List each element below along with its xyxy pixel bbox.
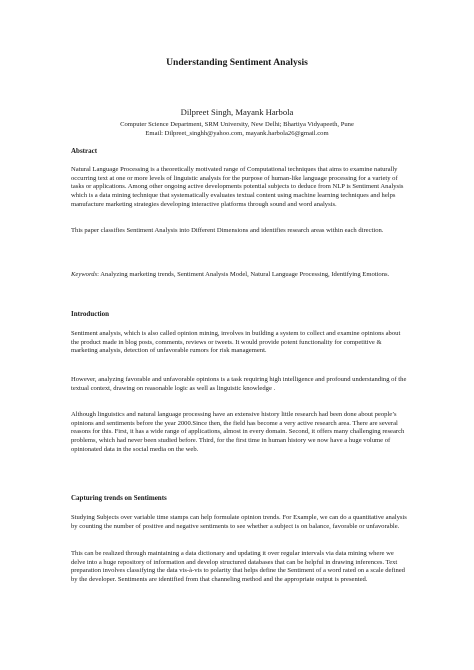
keywords-paragraph — [71, 271, 407, 280]
keywords-text: : Analyzing marketing trends, Sentiment Analysis Model, Natural Language Processing, Identifying Emotions. — [97, 271, 390, 278]
trends-paragraph: Studying Subjects over variable time stamps can help formulate opinion trends. For Example, we can do a quantitative analysis by counting the number of positive and negative sentiments to see whether a subject is on balance, favorable or unfavorable. — [71, 514, 407, 530]
author-affiliation: Computer Science Department, SRM University, New Delhi; Bhartiya Vidyapeeth, Pune — [120, 121, 354, 128]
introduction-heading: Introduction — [71, 310, 109, 318]
author-email: Email: Dilpreet_singhh@yahoo.com, mayank.harbola26@gmail.com — [145, 130, 329, 137]
trends-paragraph: This can be realized through maintaining a data dictionary and updating it over regular intervals via data mining where we delve into a huge repository of information and develop structured databases that can be helpful in drawing inferences. Text preparation involves classifying the data vis-à-vis to polarity that helps define the Sentiment of a word rated on a scale defined by the developer. Sentiments are identified from that channeling method and the appropriate output is presented. — [71, 550, 405, 584]
introduction-paragraph: However, analyzing favorable and unfavorable opinions is a task requiring high intelligence and profound understanding of the textual context, drawing on reasonable logic as well as linguistic knowledge . — [71, 376, 407, 392]
introduction-paragraph: Sentiment analysis, which is also called opinion mining, involves in building a system to collect and examine opinions about the product made in blog posts, comments, reviews or tweets. It would provide potent functionality for competitive & marketing analysis, detection of unfavorable rumors for risk management. — [71, 330, 401, 355]
introduction-paragraph: Although linguistics and natural language processing have an extensive history little research had been done about people’s opinions and sentiments before the year 2000.Since then, the field has become a very active research area. There are several reasons for this. First, it has a wide range of applications, almost in every domain. Second, it offers many challenging research problems, which had never been studied before. Third, for the first time in human history we now have a huge volume of opinionated data in the social media on the web. — [71, 411, 405, 453]
paper-title: Understanding Sentiment Analysis — [166, 57, 308, 68]
author-affiliation-block — [0, 120, 474, 138]
abstract-heading: Abstract — [71, 147, 98, 155]
abstract-paragraph: Natural Language Processing is a theoretically motivated range of Computational techniques that aims to examine naturally occurring text at one or more levels of linguistic analysis for the purpose of human-like language processing for a variety of tasks or applications. Among other ongoing active developments potential subjects to deduce from NLP is Sentiment Analysis which is a data mining technique that systematically evaluates textual content using machine learning techniques and helps manufacture marketing strategies developing interactive platforms through sound and word analysis. — [71, 166, 404, 208]
abstract-paragraph: This paper classifies Sentiment Analysis into Different Dimensions and identifies research areas within each direction. — [71, 227, 384, 234]
trends-heading: Capturing trends on Sentiments — [71, 494, 167, 502]
keywords-label: Keywords — [71, 271, 98, 278]
paper-authors: Dilpreet Singh, Mayank Harbola — [180, 107, 294, 117]
